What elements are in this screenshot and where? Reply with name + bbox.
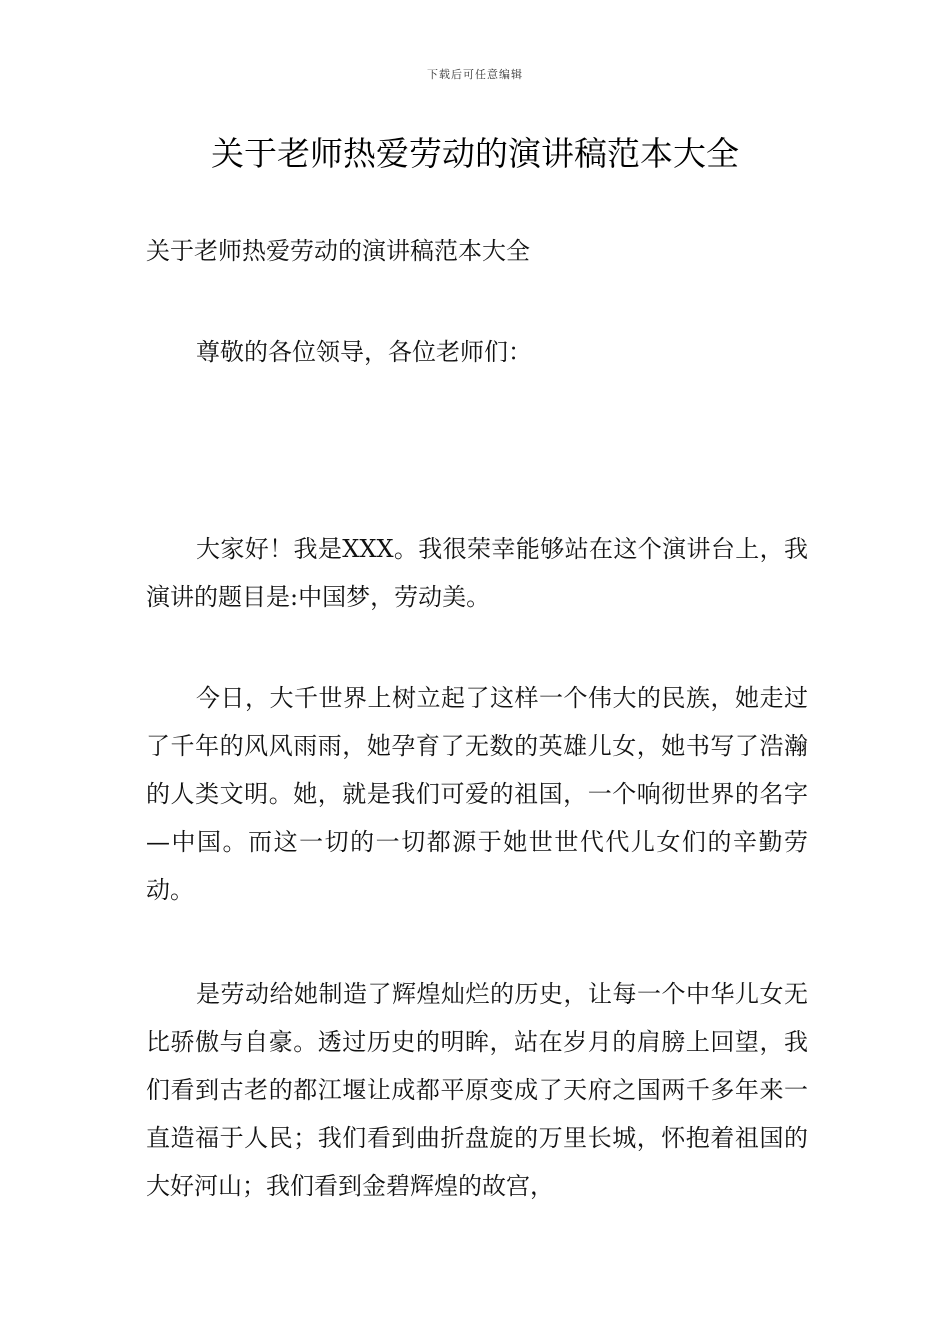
header-note: 下载后可任意编辑 <box>427 68 523 81</box>
body-paragraph: 今日，大千世界上树立起了这样一个伟大的民族，她走过了千年的风风雨雨，她孕育了无数的英雄儿女，她书写了浩瀚的人类文明。她，就是我们可爱的祖国，一个响彻世界的名字—中国。而这一切的一切都源于她世世代代儿女们的辛勤劳动。 <box>146 684 808 904</box>
document-title: 关于老师热爱劳动的演讲稿范本大全 <box>211 134 739 173</box>
document-subtitle: 关于老师热爱劳动的演讲稿范本大全 <box>146 237 530 265</box>
body-paragraph: 是劳动给她制造了辉煌灿烂的历史，让每一个中华儿女无比骄傲与自豪。透过历史的明眸，站在岁月的肩膀上回望，我们看到古老的都江堰让成都平原变成了天府之国两千多年来一直造福于人民；我们看到曲折盘旋的万里长城，怀抱着祖国的大好河山；我们看到金碧辉煌的故宫， <box>146 980 808 1200</box>
body-paragraph: 大家好！我是XXX。我很荣幸能够站在这个演讲台上，我演讲的题目是:中国梦，劳动美。 <box>146 535 808 611</box>
greeting-paragraph: 尊敬的各位领导，各位老师们： <box>196 338 532 366</box>
